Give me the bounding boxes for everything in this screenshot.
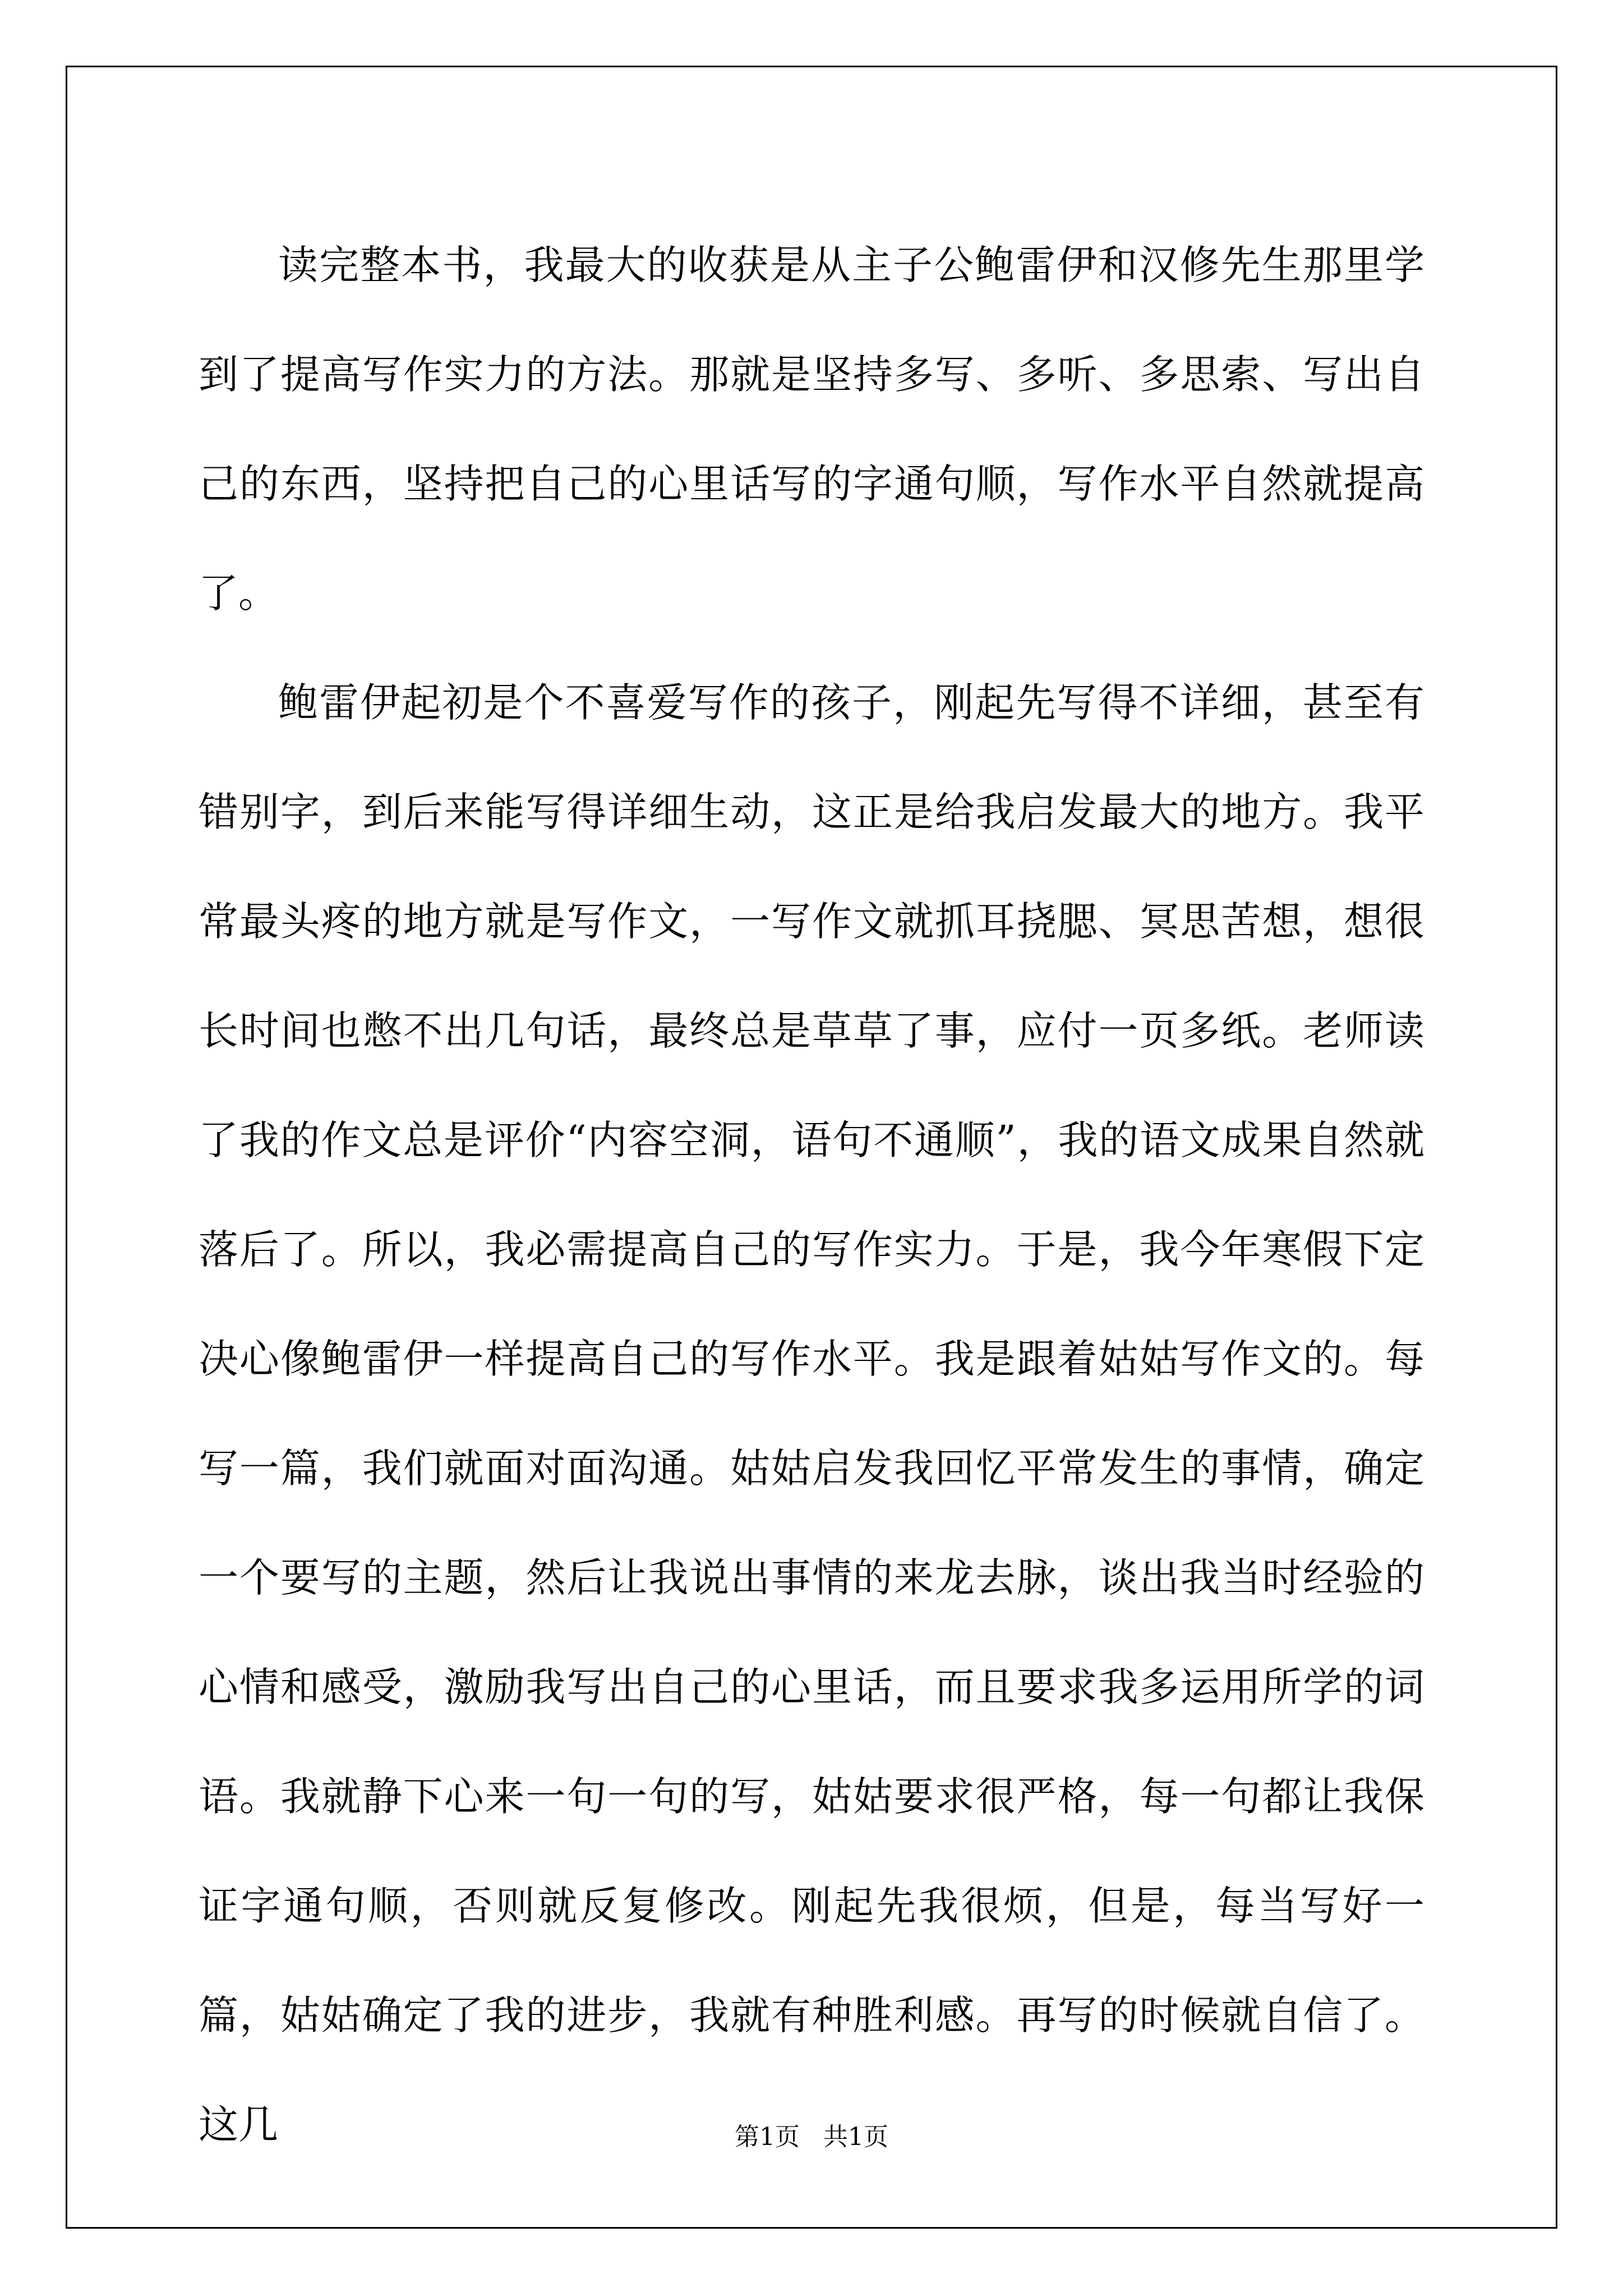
document-body [199, 210, 1424, 2179]
paragraph: 鲍雷伊起初是个不喜爱写作的孩子，刚起先写得不详细，甚至有错别字，到后来能写得详细生动，这正是给我启发最大的地方。我平常最头疼的地方就是写作文，一写作文就抓耳挠腮、冥思苦想，想很长时间也憋不出几句话，最终总是草草了事，应付一页多纸。老师读了我的作文总是评价“内容空洞，语句不通顺”，我的语文成果自然就落后了。所以，我必需提高自己的写作实力。于是，我今年寒假下定决心像鲍雷伊一样提高自己的写作水平。我是跟着姑姑写作文的。每写一篇，我们就面对面沟通。姑姑启发我回忆平常发生的事情，确定一个要写的主题，然后让我说出事情的来龙去脉，谈出我当时经验的心情和感受，激励我写出自己的心里话，而且要求我多运用所学的词语。我就静下心来一句一句的写，姑姑要求很严格，每一句都让我保证字通句顺，否则就反复修改。刚起先我很烦，但是，每当写好一篇，姑姑确定了我的进步，我就有种胜利感。再写的时候就自信了。这几 [199, 679, 1424, 2148]
page-number: 第1页 共1页 [735, 2123, 888, 2151]
paragraph: 读完整本书，我最大的收获是从主子公鲍雷伊和汉修先生那里学到了提高写作实力的方法。那就是坚持多写、多听、多思索、写出自己的东西，坚持把自己的心里话写的字通句顺，写作水平自然就提高了。 [199, 242, 1424, 616]
page-footer [0, 2120, 1623, 2154]
